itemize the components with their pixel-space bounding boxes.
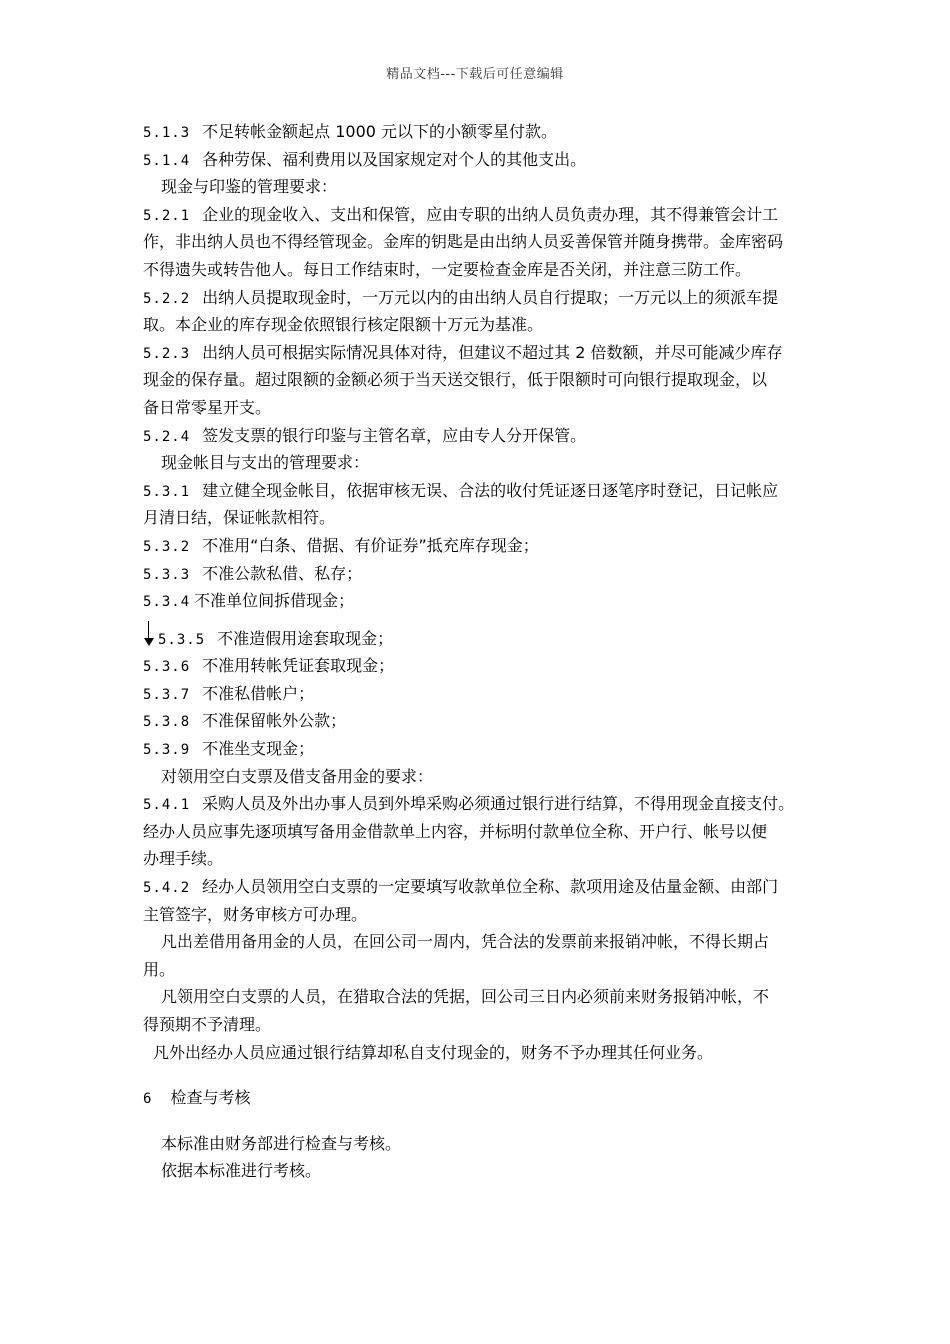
clause-number: 5.3.6 xyxy=(143,659,191,676)
section-6-line-1: 本标准由财务部进行检查与考核。 xyxy=(161,1133,402,1153)
clause-5-2-3-cont: 现金的保存量。超过限额的金额必须于当天送交银行，低于限额时可向银行提取现金，以 xyxy=(143,370,768,390)
clause-number: 5.3.5 xyxy=(158,631,206,648)
clause-text: 不准坐支现金； xyxy=(202,739,315,759)
clause-5-2-3-cont: 备日常零星开支。 xyxy=(143,397,272,417)
clause-number: 5.1.4 xyxy=(143,152,191,169)
section-title: 检查与考核 xyxy=(170,1088,251,1108)
clause-number: 5.3.3 xyxy=(143,566,191,583)
spacer xyxy=(143,1066,823,1084)
clause-5-2-1-cont: 不得遗失或转告他人。每日工作结束时，一定要检查金库是否关闭，并注意三防工作。 xyxy=(143,259,752,279)
section-6-line-2: 依据本标准进行考核。 xyxy=(161,1161,322,1181)
clause-5-3-9 xyxy=(143,735,823,763)
clause-5-2-2 xyxy=(143,284,823,312)
clause-number: 5.4.2 xyxy=(143,880,191,897)
clause-5-3-1-cont: 月清日结，保证帐款相符。 xyxy=(143,508,336,528)
paragraph-blank-cheques: 凡领用空白支票的人员，在猎取合法的凭据，回公司三日内必须前来财务报销冲帐，不 xyxy=(161,987,770,1007)
clause-text: 建立健全现金帐目，依据审核无误、合法的收付凭证逐日逐笔序时登记，日记帐应 xyxy=(202,480,779,500)
clause-5-3-7 xyxy=(143,680,823,708)
heading-5-4: 对领用空白支票及借支备用金的要求： xyxy=(161,766,434,786)
clause-text: 出纳人员可根据实际情况具体对待，但建议不超过其 2 倍数额，并尽可能减少库存 xyxy=(202,342,783,362)
clause-number: 5.4.1 xyxy=(143,797,191,814)
clause-text: 各种劳保、福利费用以及国家规定对个人的其他支出。 xyxy=(202,149,587,169)
heading-5-3: 现金帐目与支出的管理要求： xyxy=(161,453,370,473)
down-arrow-icon xyxy=(148,621,149,639)
clause-text: 不准私借帐户； xyxy=(202,683,315,703)
clause-number: 5.3.8 xyxy=(143,714,191,731)
clause-number: 5.1.3 xyxy=(143,125,191,141)
clause-text: 不准用转帐凭证套取现金； xyxy=(202,656,395,676)
clause-text: 不足转帐金额起点 1000 元以下的小额零星付款。 xyxy=(202,122,558,141)
clause-number: 5.2.1 xyxy=(143,207,191,224)
clause-5-4-1 xyxy=(143,790,823,818)
heading-5-2: 现金与印鉴的管理要求： xyxy=(161,177,338,197)
clause-5-3-8 xyxy=(143,707,823,735)
clause-5-2-3 xyxy=(143,339,823,367)
clause-5-4-1-cont: 经办人员应事先逐项填写备用金借款单上内容，并标明付款单位全称、开户行、帐号以便 xyxy=(143,821,768,841)
page-header: 精品文档---下载后可任意编辑 xyxy=(386,67,564,82)
paragraph-bank-settlement: 凡外出经办人员应通过银行结算却私自支付现金的，财务不予办理其任何业务。 xyxy=(153,1042,714,1062)
clause-5-3-6 xyxy=(143,652,823,680)
arrow-head-icon xyxy=(144,638,154,646)
clause-text: 不准造假用途套取现金； xyxy=(217,628,394,648)
clause-5-2-1-cont: 作，非出纳人员也不得经管现金。金库的钥匙是由出纳人员妥善保管并随身携带。金库密码 xyxy=(143,232,784,252)
clause-text: 不准公款私借、私存； xyxy=(202,563,363,583)
clause-text: 不准用“白条、借据、有价证券”抵充库存现金； xyxy=(202,535,539,555)
section-6-heading xyxy=(143,1084,823,1112)
clause-5-4-2-cont: 主管签字，财务审核方可办理。 xyxy=(143,904,368,924)
paragraph-blank-cheques-cont: 得预期不予清理。 xyxy=(143,1015,272,1034)
clause-text: 经办人员领用空白支票的一定要填写收款单位全称、款项用途及估量金额、由部门 xyxy=(202,877,779,897)
clause-number: 5.3.7 xyxy=(143,686,191,703)
clause-number: 5.2.2 xyxy=(143,290,191,307)
clause-number: 5.3.4 xyxy=(143,594,191,611)
clause-text: 不准保留帐外公款； xyxy=(202,711,347,731)
section-number: 6 xyxy=(143,1091,153,1108)
clause-5-4-1-cont: 办理手续。 xyxy=(143,849,224,869)
document-body xyxy=(143,118,823,1185)
clause-number: 5.3.1 xyxy=(143,483,191,500)
clause-5-2-2-cont: 取。本企业的库存现金依照银行核定限额十万元为基准。 xyxy=(143,315,544,335)
clause-5-3-1 xyxy=(143,477,823,505)
clause-text: 签发支票的银行印鉴与主管名章，应由专人分开保管。 xyxy=(202,425,587,445)
clause-5-1-4 xyxy=(143,146,823,174)
clause-number: 5.3.9 xyxy=(143,742,191,759)
clause-text: 企业的现金收入、支出和保管，应由专职的出纳人员负责办理，其不得兼管会计工 xyxy=(202,204,779,224)
clause-number: 5.2.3 xyxy=(143,345,191,362)
clause-number: 5.2.4 xyxy=(143,428,191,445)
clause-number: 5.3.2 xyxy=(143,538,191,555)
clause-5-2-4 xyxy=(143,422,823,450)
spacer xyxy=(143,1112,823,1130)
clause-5-3-4 xyxy=(143,587,823,615)
clause-5-4-2 xyxy=(143,873,823,901)
clause-5-3-5 xyxy=(143,625,823,653)
clause-5-3-3 xyxy=(143,560,823,588)
clause-text: 不准单位间拆借现金； xyxy=(194,591,355,611)
clause-text: 采购人员及外出办事人员到外埠采购必须通过银行进行结算，不得用现金直接支付。 xyxy=(202,794,795,814)
clause-5-3-2 xyxy=(143,532,823,560)
spacer xyxy=(143,615,823,625)
clause-text: 出纳人员提取现金时，一万元以内的由出纳人员自行提取；一万元以上的须派车提 xyxy=(202,287,779,307)
paragraph-advance-funds: 凡出差借用备用金的人员，在回公司一周内，凭合法的发票前来报销冲帐，不得长期占 xyxy=(161,932,770,952)
paragraph-advance-funds-cont: 用。 xyxy=(143,959,176,979)
clause-5-1-3 xyxy=(143,118,823,146)
clause-5-2-1 xyxy=(143,201,823,229)
